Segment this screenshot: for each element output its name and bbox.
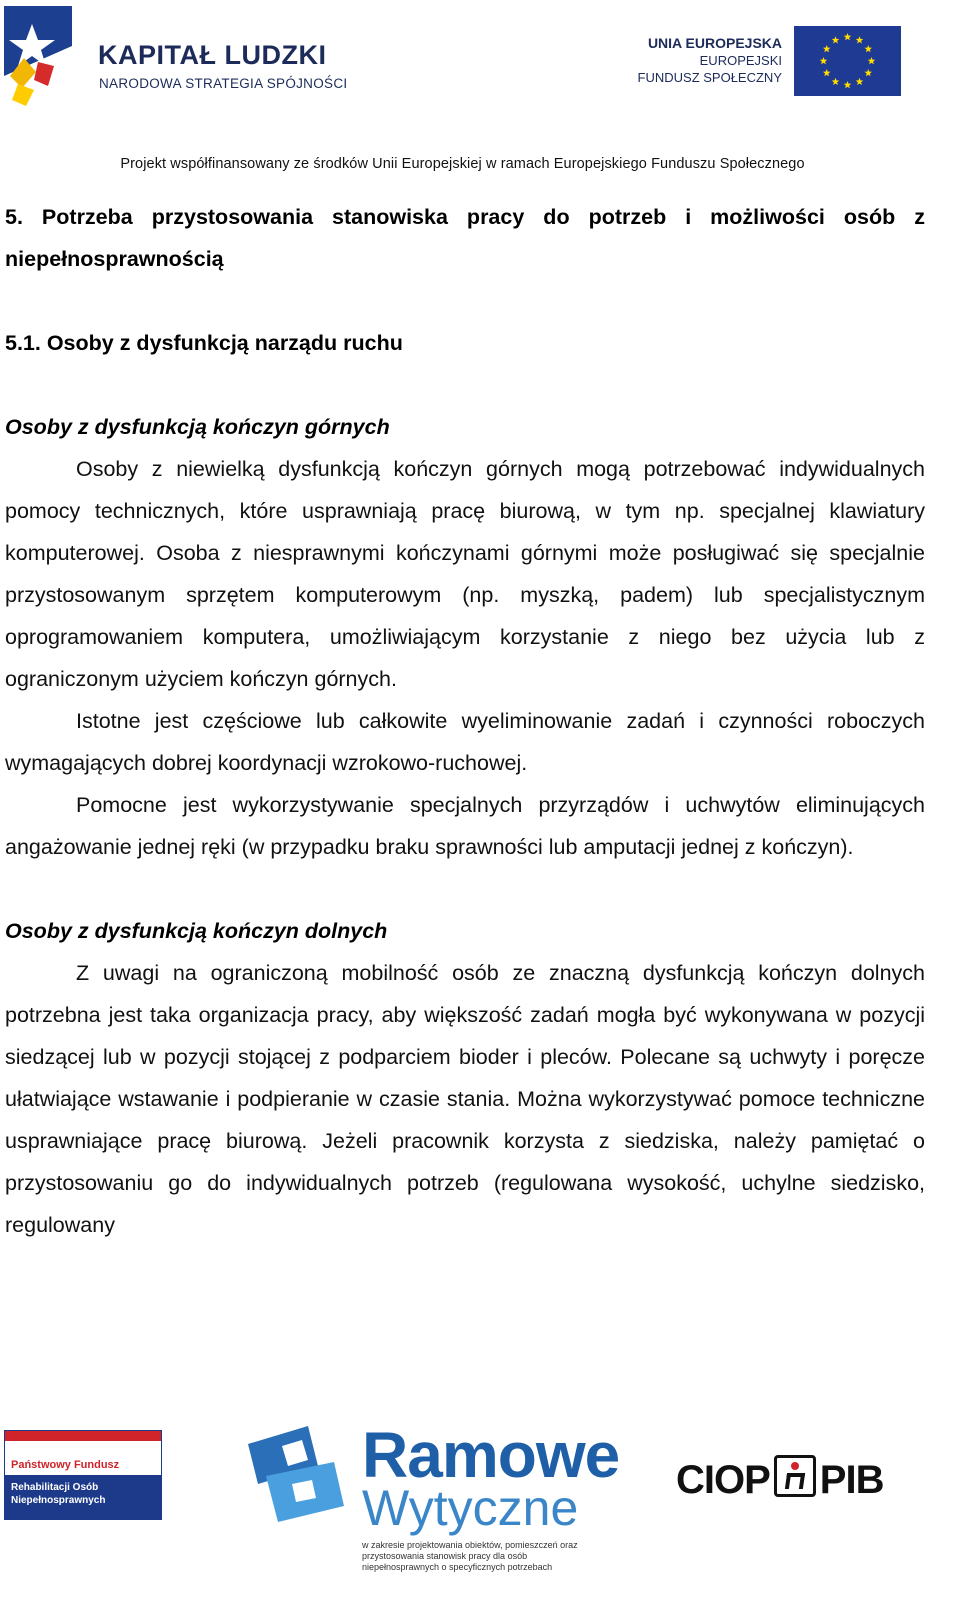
pfron-title: Państwowy Fundusz bbox=[11, 1459, 120, 1471]
ciop-person-icon bbox=[774, 1455, 816, 1497]
cofunding-note: Projekt współfinansowany ze środków Unii Europejskiej w ramach Europejskiego Funduszu Społecznego bbox=[120, 156, 805, 172]
ciop-text: CIOP bbox=[676, 1458, 770, 1502]
brand-subtitle: NARODOWA STRATEGIA SPÓJNOŚCI bbox=[99, 76, 348, 91]
paragraph: Pomocne jest wykorzystywanie specjalnych przyrządów i uchwytów eliminujących angażowanie jednej ręki (w przypadku braku sprawności lub amputacji jednej z kończyn). bbox=[5, 793, 925, 859]
document-body bbox=[5, 196, 925, 1246]
pfron-logo bbox=[4, 1430, 162, 1520]
subsection-title: 5.1. Osoby z dysfunkcją narządu ruchu bbox=[5, 331, 403, 355]
page-header bbox=[0, 0, 960, 190]
upper-limbs-heading: Osoby z dysfunkcją kończyn górnych bbox=[5, 415, 390, 439]
paragraph: Istotne jest częściowe lub całkowite wyeliminowanie zadań i czynności roboczych wymagających dobrej koordynacji wzrokowo-ruchowej. bbox=[5, 709, 925, 775]
ramowe-wytyczne-caption: w zakresie projektowania obiektów, pomieszczeń oraz przystosowania stanowisk pracy dla osób niepełnosprawnych o specyficznych potrzebach bbox=[362, 1540, 578, 1572]
spacer bbox=[5, 280, 925, 322]
eu-line-2: EUROPEJSKI bbox=[699, 53, 782, 68]
paragraph: Osoby z niewielką dysfunkcją kończyn górnych mogą potrzebować indywidualnych pomocy technicznych, które usprawniają pracę biurową, w tym np. specjalnej klawiatury komputerowej. Osoba z niesprawnymi kończynami górnymi może posługiwać się specjalnie przystosowanym sprzętem komputerowym (np. myszką, padem) lub specjalistycznym oprogramowaniem komputera, umożliwiającym korzystanie z niego bez użycia lub z ograniczonym użyciem kończyn górnych. bbox=[5, 457, 925, 691]
page-footer bbox=[0, 1420, 960, 1621]
section-title: 5. Potrzeba przystosowania stanowiska pracy do potrzeb i możliwości osób z niepełnosprawnością bbox=[5, 205, 925, 271]
kapital-ludzki-logo-icon bbox=[4, 6, 72, 114]
eu-flag-icon bbox=[794, 26, 901, 96]
ramowe-wytyczne-logo-icon bbox=[248, 1426, 344, 1522]
lower-limbs-heading: Osoby z dysfunkcją kończyn dolnych bbox=[5, 919, 388, 943]
spacer bbox=[5, 364, 925, 406]
ciop-pib-logo bbox=[676, 1455, 883, 1503]
eu-label bbox=[600, 34, 782, 86]
spacer bbox=[5, 868, 925, 910]
eu-line-3: FUNDUSZ SPOŁECZNY bbox=[637, 70, 782, 85]
eu-line-1: UNIA EUROPEJSKA bbox=[647, 35, 782, 51]
wytyczne-title: Wytyczne bbox=[362, 1480, 579, 1536]
paragraph: Z uwagi na ograniczoną mobilność osób ze znaczną dysfunkcją kończyn dolnych potrzebna jest taka organizacja pracy, aby większość zadań mogła być wykonywana w pozycji siedzącej lub w pozycji stojącej z podparciem bioder i pleców. Polecane są uchwyty i poręcze ułatwiające wstawanie i podpieranie w czasie stania. Można wykorzystywać pomoce techniczne usprawniające pracę biurową. Jeżeli pracownik korzysta z siedziska, należy pamiętać o przystosowaniu go do indywidualnych potrzeb (regulowana wysokość, uchylne siedzisko, regulowany bbox=[5, 961, 925, 1237]
brand-title: KAPITAŁ LUDZKI bbox=[98, 40, 327, 70]
pib-text: PIB bbox=[819, 1458, 884, 1502]
pfron-subtitle: Rehabilitacji Osób Niepełnosprawnych bbox=[11, 1482, 106, 1506]
ramowe-title: Ramowe bbox=[362, 1419, 620, 1491]
